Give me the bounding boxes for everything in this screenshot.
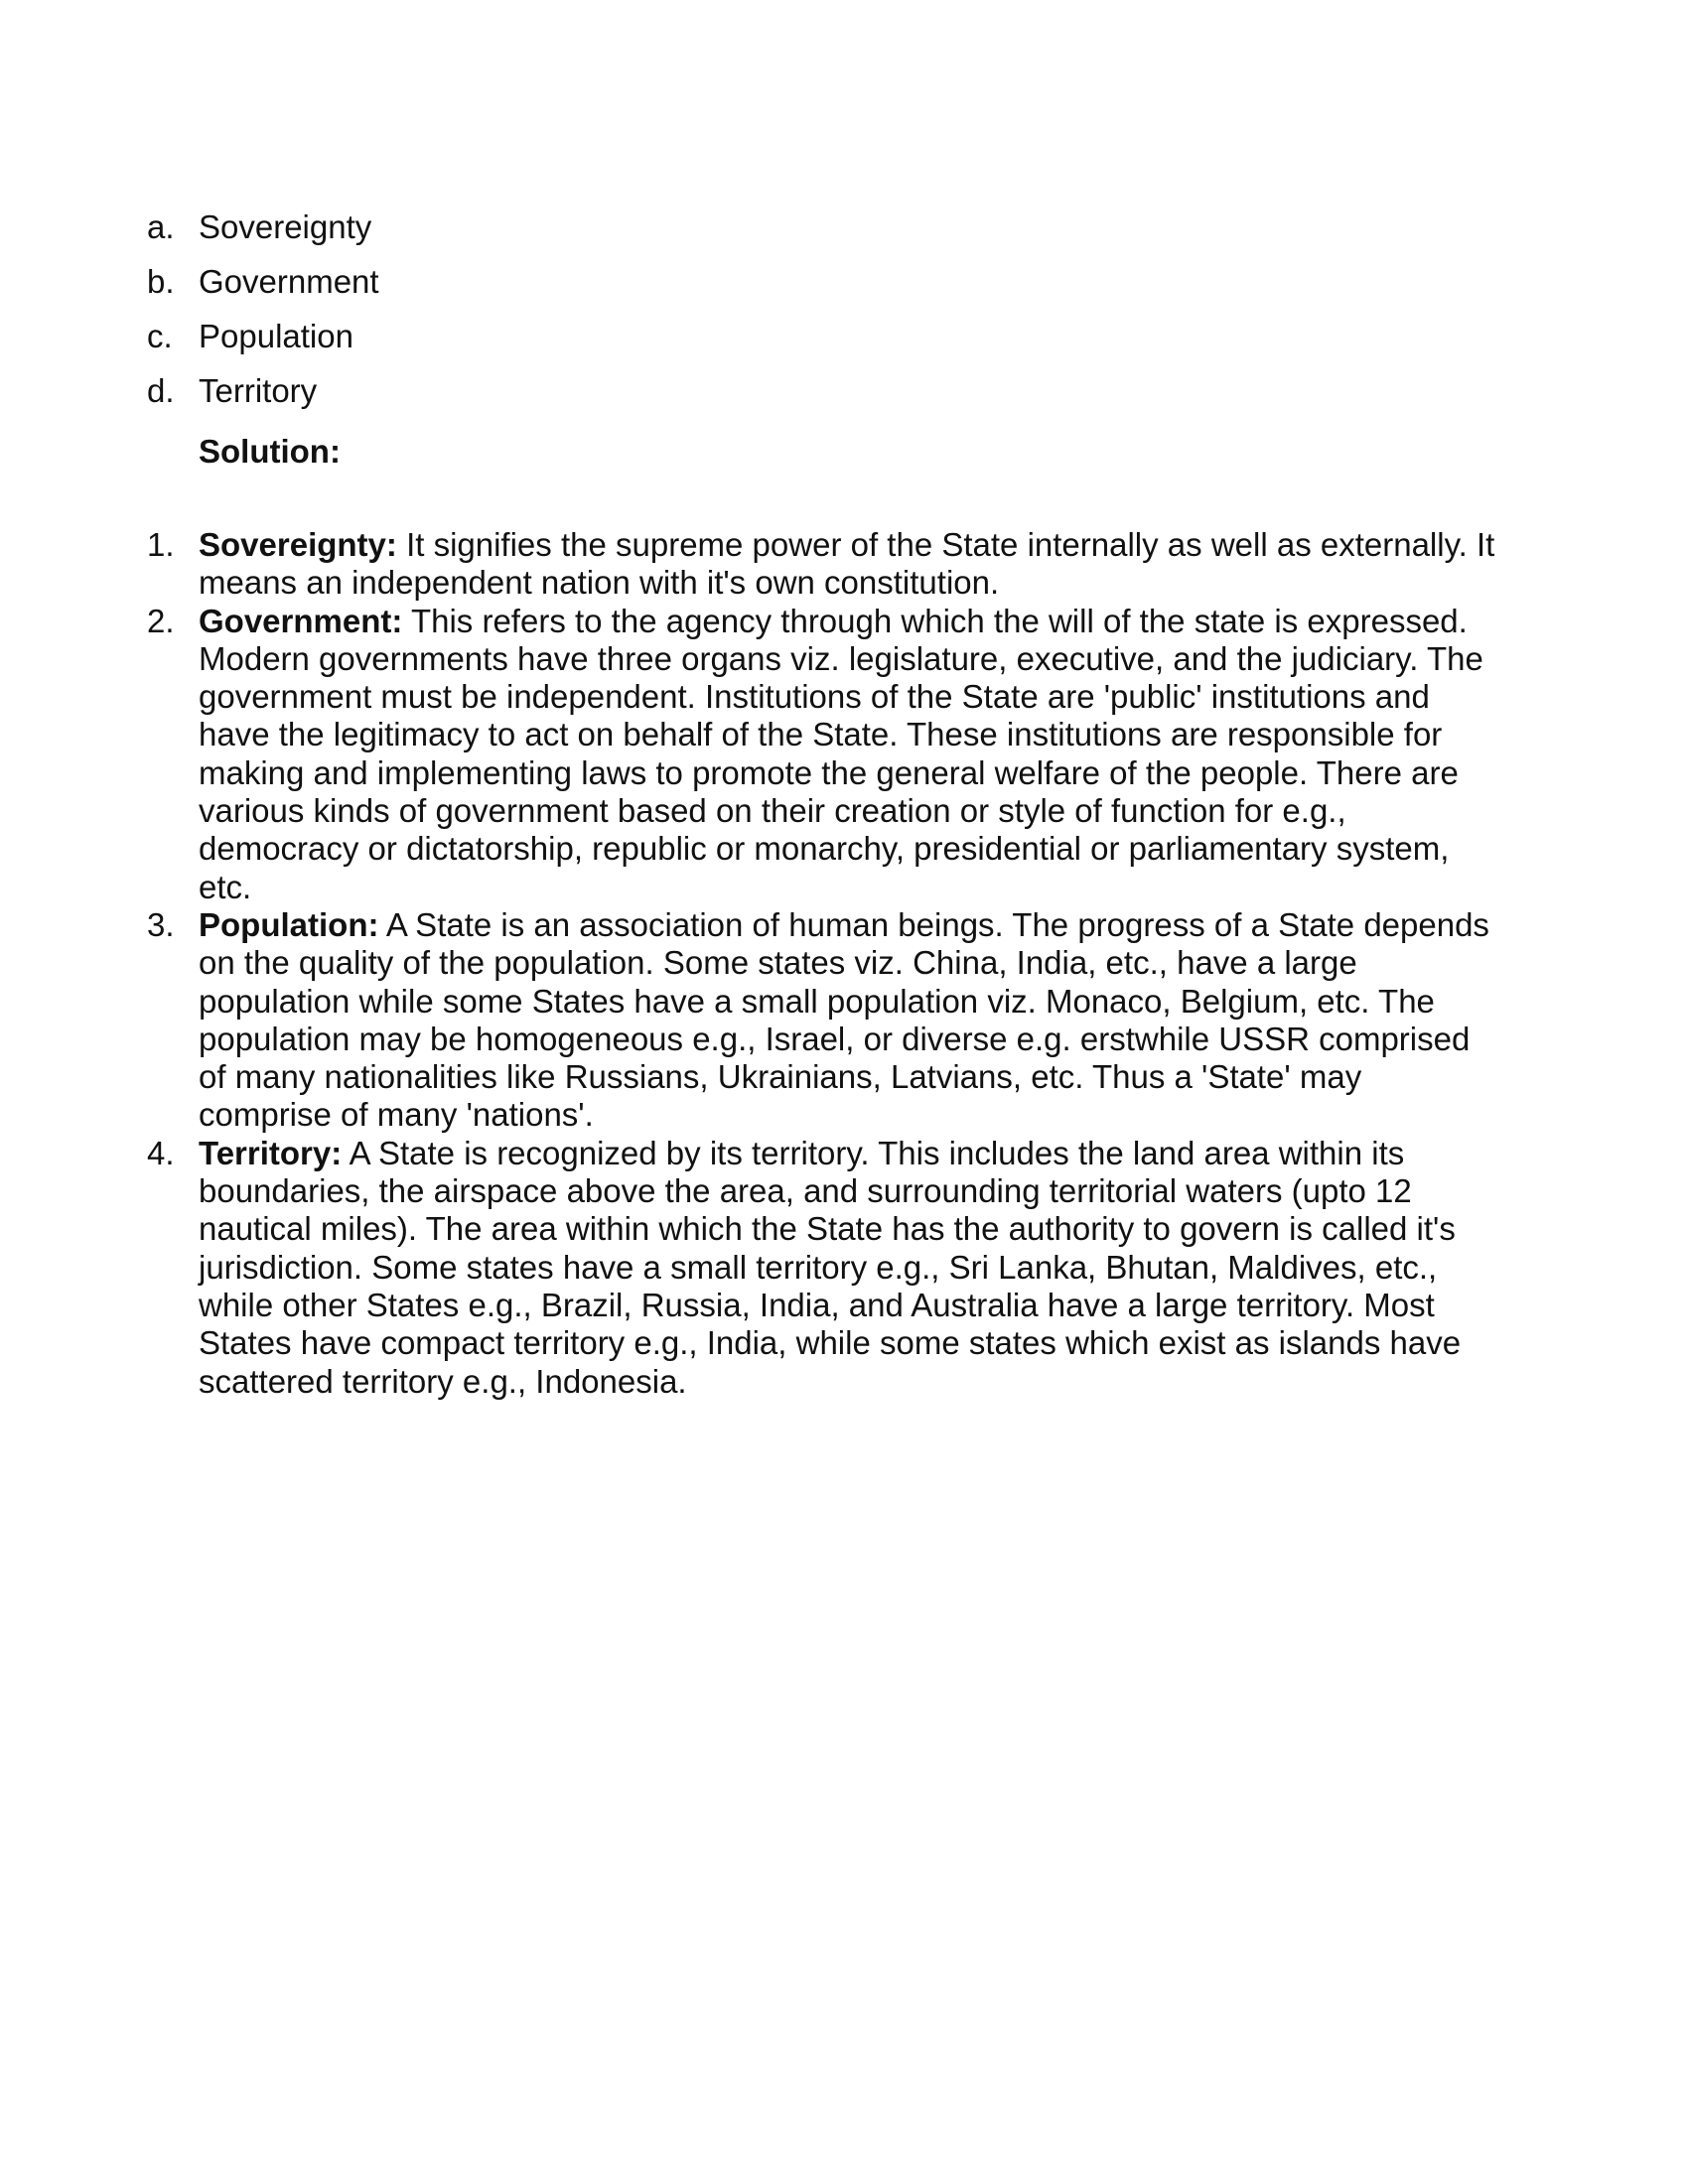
- item-text: A State is recognized by its territory. This includes the land area within its boundaries, the airspace above the area, and surrounding territorial waters (upto 12 nautical miles). The area within which the State has the authority to govern is called it's jurisdiction. Some states have a small territory e.g., Sri Lanka, Bhutan, Maldives, etc., while other States e.g., Brazil, Russia, India, and Australia have a large territory. Most States have compact territory e.g., India, while some states which exist as islands have scattered territory e.g., Indonesia.: [199, 1134, 1462, 1400]
- item-body: [199, 526, 1497, 603]
- solution-item: [147, 603, 1497, 906]
- option-label: Sovereignty: [199, 208, 372, 245]
- item-body: [199, 603, 1497, 906]
- option-marker: a.: [147, 208, 175, 245]
- item-number: 1.: [147, 526, 175, 563]
- option-marker: b.: [147, 263, 175, 300]
- item-term: Territory:: [199, 1134, 343, 1171]
- answer-options-list: [147, 208, 379, 427]
- item-term: Population:: [199, 905, 379, 943]
- solution-item: [147, 1135, 1497, 1401]
- option-label: Population: [199, 318, 353, 354]
- item-body: [199, 1135, 1497, 1401]
- option-label: Territory: [199, 372, 318, 409]
- option-item: [147, 318, 379, 372]
- solution-heading: Solution:: [199, 433, 341, 470]
- item-text: A State is an association of human beings. The progress of a State depends on the quality of the population. Some states viz. China, India, etc., have a large population while some States have a small population viz. Monaco, Belgium, etc. The population may be homogeneous e.g., Israel, or diverse e.g. erstwhile USSR comprised of many nationalities like Russians, Ukrainians, Latvians, etc. Thus a 'State' may comprise of many 'nations'.: [199, 905, 1489, 1134]
- solution-item: [147, 906, 1497, 1135]
- item-body: [199, 906, 1497, 1135]
- solution-item: [147, 526, 1497, 603]
- option-item: [147, 208, 379, 263]
- option-item: [147, 372, 379, 427]
- solution-list: [147, 526, 1497, 1401]
- item-text: This refers to the agency through which the will of the state is expressed. Modern governments have three organs viz. legislature, executive, and the judiciary. The government must be independent. Institutions of the State are 'public' institutions and have the legitimacy to act on behalf of the State. These institutions are responsible for making and implementing laws to promote the general welfare of the people. There are various kinds of government based on their creation or style of function for e.g., democracy or dictatorship, republic or monarchy, presidential or parliamentary system, etc.: [199, 602, 1483, 905]
- option-label: Government: [199, 263, 379, 300]
- item-number: 4.: [147, 1134, 175, 1171]
- item-number: 3.: [147, 905, 175, 943]
- item-term: Sovereignty:: [199, 526, 397, 563]
- item-term: Government:: [199, 602, 403, 639]
- option-marker: d.: [147, 372, 175, 409]
- option-marker: c.: [147, 318, 173, 354]
- item-text: It signifies the supreme power of the State internally as well as externally. It means an independent nation with it's own constitution.: [199, 526, 1495, 602]
- option-item: [147, 263, 379, 318]
- item-number: 2.: [147, 602, 175, 639]
